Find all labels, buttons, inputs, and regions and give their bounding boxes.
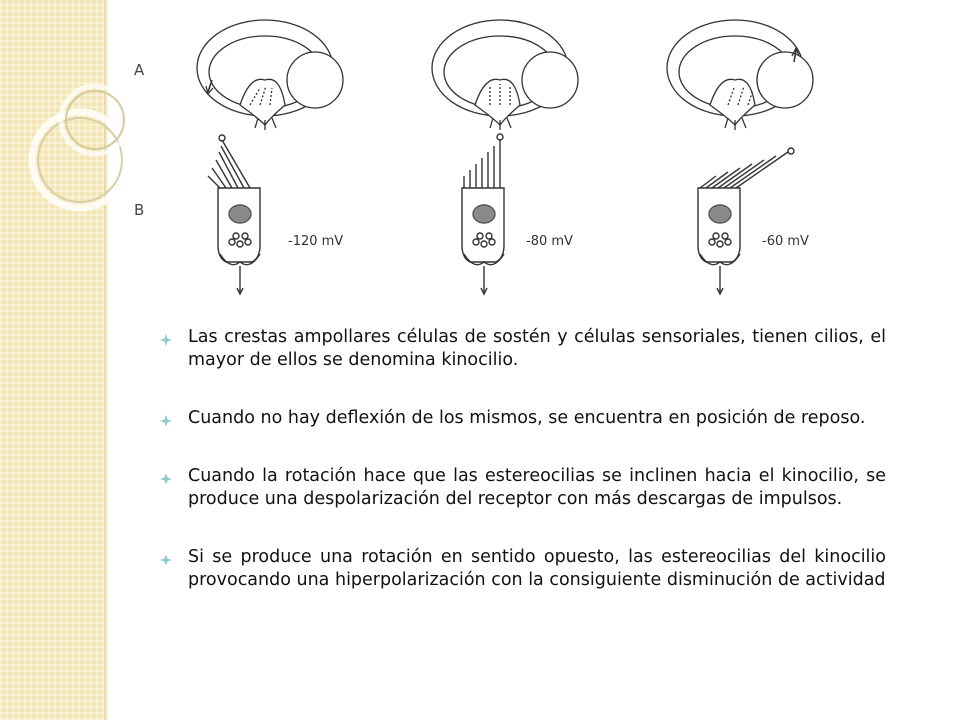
vestibular-hair-cell-figure [120,0,840,305]
four-point-star-icon [160,554,172,566]
bullet-text-1: Las crestas ampollares células de sostén y células sensoriales, tienen cilios, el mayor de ellos se denomina kinocilio. [188,327,886,370]
bullet-item-3 [160,465,886,511]
potential-left: -120 mV [288,234,344,249]
bullet-item-4 [160,546,886,592]
bullet-text-4: Si se produce una rotación en sentido opuesto, las estereocilias del kinocilio provocando una hiperpolarización con la consiguiente disminución de actividad [188,547,886,590]
row-b-label: B [134,201,145,219]
decorative-rings [0,0,140,260]
bullet-text-2: Cuando no hay deflexión de los mismos, se encuentra en posición de reposo. [188,408,866,428]
potential-right: -60 mV [762,234,809,249]
hair-cell-left [208,135,260,294]
bullet-list [160,326,886,627]
bullet-item-1 [160,326,886,372]
canal-diagram-right [667,20,813,130]
bullet-item-2 [160,407,886,430]
canal-diagram-left [197,20,343,130]
potential-middle: -80 mV [526,234,573,249]
canal-diagram-middle [432,20,578,130]
four-point-star-icon [160,334,172,346]
row-a-label: A [134,61,145,79]
four-point-star-icon [160,415,172,427]
bullet-text-3: Cuando la rotación hace que las estereocilias se inclinen hacia el kinocilio, se produce una despolarización del receptor con más descargas de impulsos. [188,466,886,509]
four-point-star-icon [160,473,172,485]
hair-cell-middle [462,134,504,294]
hair-cell-right [698,148,794,294]
